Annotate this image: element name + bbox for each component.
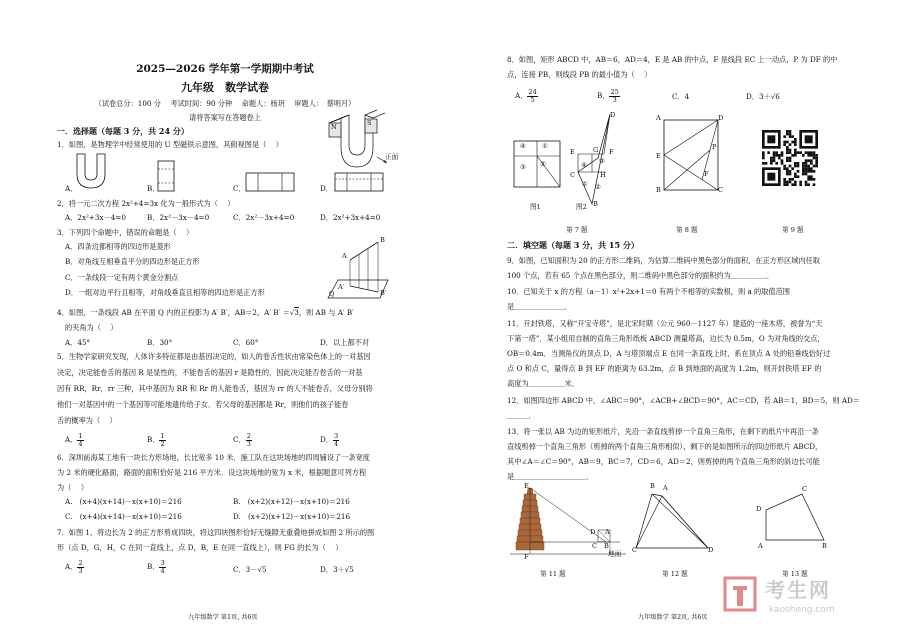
- q8-option-a[interactable]: [515, 89, 538, 103]
- fig11-label: A: [605, 528, 610, 536]
- denominator: 3: [246, 439, 251, 448]
- q2-option-a[interactable]: A．2x²+3x－4=0: [65, 213, 126, 222]
- fig2-label: E: [570, 148, 575, 156]
- fig13-label: B: [822, 542, 827, 550]
- fraction: [527, 89, 537, 103]
- q13-text: [507, 427, 892, 487]
- fig8-label: D: [718, 114, 724, 122]
- q13-line: 直线剪掉一个直角三角形（剪掉的两个直角三角形相似），剩下的是如图所示的四边形纸片 ABCD，: [507, 442, 823, 451]
- q9-line: 9．如图，已知面积为 20 的正方形二维码，为估算二维码中黑色部分的面积，在正方形区域内任取: [507, 256, 820, 265]
- watermark-logo: [723, 574, 863, 624]
- fig12-label: A: [663, 484, 668, 492]
- fig1-cell: ③: [520, 163, 526, 171]
- fig11-ground-label: 地面: [608, 550, 622, 558]
- denominator: 2: [160, 439, 165, 448]
- magnet-s-label: S: [367, 119, 372, 127]
- fig13-label: D: [756, 505, 762, 513]
- option-letter: A．: [65, 435, 78, 445]
- fig1-cell: ④: [520, 142, 526, 150]
- numerator: 2: [246, 432, 251, 440]
- q8-figure-caption: 第 8 题: [676, 226, 698, 234]
- numerator: 2: [78, 559, 83, 567]
- q11-line: 高度为＿＿＿＿＿米．: [507, 379, 579, 388]
- q7-figure2: [570, 112, 615, 212]
- fig1-caption: 图1: [530, 203, 541, 211]
- fig-label-a-prime: A′: [338, 283, 345, 291]
- fig-label-a: A: [342, 252, 347, 260]
- fig2-label: F: [609, 148, 614, 156]
- option-letter: A．: [515, 91, 528, 101]
- magnet-n-label: N: [331, 123, 337, 131]
- fig2-label: ④: [581, 161, 587, 169]
- q5-option-c[interactable]: [233, 433, 252, 447]
- q4-sqrt: √3: [289, 308, 299, 317]
- q8-option-b[interactable]: [597, 89, 620, 103]
- fig2-label: C: [570, 171, 576, 179]
- q8-option-c[interactable]: C．4: [672, 92, 690, 101]
- q1-option-c[interactable]: C．: [233, 184, 246, 193]
- fraction: [77, 433, 83, 447]
- q8-figure: [662, 118, 722, 193]
- fig12-label: B: [650, 482, 655, 490]
- watermark-url: kaosheng.com: [769, 605, 835, 615]
- fig11-label: E: [524, 482, 529, 490]
- q2-option-c[interactable]: C．2x²－3x+4=0: [233, 213, 295, 222]
- q5-line: 因有 RR，Rr，rr 三种，其中基因为 RR 和 Rr 的人能卷舌，基因为 rr 的人不能卷舌，父母分别将: [57, 384, 373, 393]
- q3-option-a[interactable]: A．四条边都相等的四边形是菱形: [65, 242, 171, 251]
- numerator: 1: [160, 432, 165, 440]
- fraction: [159, 560, 165, 574]
- q2-text: 2．将一元二次方程 2x²+4=3x 化为一般形式为（ ）: [57, 199, 235, 208]
- q5-option-b[interactable]: [147, 433, 166, 447]
- fig2-label: G: [593, 146, 599, 154]
- q7-line: 形（点 D，G，H，C 在同一直线上，点 D，B，E 在同一直线上），则 FG 的长为（ ）: [57, 543, 343, 552]
- q6-line: 为 2 米的硬化路面，路面的面积恰好是 216 平方米．设这块场地的宽为 x 米，根据题意可列方程: [57, 468, 367, 477]
- denominator: 4: [333, 439, 339, 448]
- fraction: [159, 433, 165, 447]
- q11-figure-caption: 第 11 题: [540, 570, 566, 578]
- q7-line: 7．如图 1，将边长为 2 的正方形剪成四块，将这四块图形恰好无缝隙无重叠地拼成如图 2 所示的图: [57, 528, 375, 537]
- q1-text: 1．如图，是物理学中经常使用的 U 型磁铁示意图，其俯视图是（ ）: [57, 140, 283, 149]
- q12-text: [507, 396, 892, 426]
- q2-option-d[interactable]: D．2x²+3x+4=0: [320, 213, 381, 222]
- q10-text: [507, 287, 892, 317]
- fig1-cell: ②: [540, 160, 546, 168]
- q1-option-b-figure: [157, 160, 177, 194]
- q3-option-c[interactable]: C．一条线段一定有两个黄金分割点: [65, 273, 179, 282]
- q8-line: 8．如图，矩形 ABCD 中，AB＝6，AD＝4，E 是 AB 的中点，F 是线段 EC 上一动点，P 为 DF 的中: [507, 55, 838, 64]
- q9-text: [507, 256, 892, 286]
- q13-line: 是＿＿＿＿＿＿＿＿＿＿．: [507, 472, 594, 481]
- q9-figure-caption: 第 9 题: [782, 226, 804, 234]
- q8-option-d[interactable]: D．3＋√6: [746, 92, 780, 101]
- fig8-label: P: [712, 143, 717, 151]
- fig12-label: D: [708, 546, 714, 554]
- q10-line: 是＿＿＿＿＿＿＿．: [507, 302, 572, 311]
- left-footer: 九年级数学 第1页, 共6页: [188, 614, 258, 621]
- q6-line: 为（ ）: [57, 483, 89, 492]
- kaosheng-logo-icon: [723, 574, 761, 614]
- q13-line: 其中∠A＝∠C＝90°，AB＝9，BC＝7，CD＝6，AD＝2，则剪掉的两个直角三角形的斜边长可能: [507, 457, 820, 466]
- right-page: [450, 0, 900, 636]
- fraction: [333, 433, 339, 447]
- fig8-label: B: [656, 186, 661, 194]
- fraction: [609, 89, 619, 103]
- fig2-label: ③: [599, 157, 605, 165]
- q6-option-c[interactable]: C. (x+4)(x+14)－x(x+10)＝216: [65, 512, 182, 521]
- q7-option-d[interactable]: D．3＋√5: [320, 565, 354, 574]
- numerator: 1: [78, 432, 83, 440]
- q4-text: [57, 308, 354, 318]
- option-letter: B．: [147, 562, 160, 572]
- q4-line2: 的夹角为（ ）: [65, 323, 118, 332]
- q12-figure: [634, 490, 714, 555]
- q1-option-b[interactable]: B．: [147, 184, 160, 193]
- q5-line: 他们一对基因中的一个基因等可能地遗传给子女．若父母的基因都是 Rr，则他们的孩子能卷: [57, 400, 349, 409]
- q12-line: ＿＿＿．: [507, 411, 536, 420]
- q11-line: 点 O 和点 C，量得点 B 到 EF 的距离为 63.2m，点 B 到地面的高度为 1.2m，则开封铁塔 EF 的: [507, 364, 822, 373]
- q5-option-a[interactable]: [65, 433, 84, 447]
- numerator: 25: [610, 88, 619, 96]
- section1-heading: 一．选择题（每题 3 分，共 24 分）: [57, 126, 189, 136]
- fig8-label: C: [718, 186, 724, 194]
- q3-option-b[interactable]: B．对角线互相垂直平分的四边形是正方形: [65, 257, 200, 266]
- q7-option-a[interactable]: [65, 560, 84, 574]
- q7-figure-caption: 第 7 题: [566, 226, 588, 234]
- option-letter: B．: [147, 435, 160, 445]
- q13-figure: [762, 490, 832, 550]
- numerator: 3: [333, 432, 339, 440]
- q5-line: 舌的概率为（ ）: [57, 416, 117, 425]
- exam-subtitle: 九年级 数学试卷: [181, 81, 269, 94]
- q11-pagoda-figure: [510, 486, 630, 558]
- fig8-label: A: [656, 114, 661, 122]
- q5-line: 决定，决定能卷舌的基因 R 是显性的，不能卷舌的基因 r 是隐性的，因此决定能否卷舌的一对基: [57, 368, 363, 377]
- denominator: 4: [160, 566, 165, 575]
- right-footer: 九年级数学 第2页, 共6页: [638, 614, 708, 621]
- q5-option-d[interactable]: [320, 433, 339, 447]
- q1-option-a-figure: [75, 152, 107, 190]
- q11-line: 11．开封铁塔，又称“开宝寺塔”，是北宋时期（公元 960－1127 年）建造的一座木塔，被誉为“天: [507, 319, 823, 328]
- numerator: 3: [160, 559, 165, 567]
- fig2-caption: 图2: [576, 203, 587, 211]
- q13-figure-caption: 第 13 题: [782, 570, 808, 578]
- fraction: [246, 433, 252, 447]
- q9-line: 100 个点，若有 65 个点在黑色部分，则二维码中黑色部分的面积约为＿＿＿＿＿．: [507, 271, 774, 280]
- q1-option-a[interactable]: A．: [65, 184, 78, 193]
- denominator: 3: [612, 95, 617, 104]
- q1-option-d-figure: [334, 172, 386, 194]
- denominator: 3: [78, 566, 83, 575]
- q6-line: 6．深圳前海某工地有一块长方形场地，长比宽多 10 米．施工队在这块场地的四周铺设了一条宽度: [57, 453, 370, 462]
- q4-after: ，则 AB 与 A′ B′: [298, 308, 354, 317]
- q4-option-d[interactable]: D．以上都不对: [320, 338, 369, 347]
- q8-line: 点，连接 PB，则线段 PB 的最小值为（ ）: [507, 70, 652, 79]
- q2-option-b[interactable]: B．2x²－3x－4=0: [147, 213, 210, 222]
- q4-option-b[interactable]: B．30°: [147, 338, 173, 347]
- fig2-label: D: [610, 111, 616, 119]
- q11-line: 下第一塔”．某小组用自制的直角三角形纸板 ABCD 测量塔高，边长为 0.5m，O 为对角线的交点，: [507, 334, 825, 343]
- denominator: 5: [530, 95, 535, 104]
- fraction: [77, 560, 83, 574]
- q4-line1: 4．如图，一条线段 AB 在平面 Q 内的正投影为 A′ B′，AB＝2，A′ B′ ＝: [57, 308, 290, 317]
- option-letter: D．: [320, 435, 333, 445]
- fig12-label: C: [632, 546, 638, 554]
- q7-text: [57, 528, 397, 558]
- q7-option-c[interactable]: C．3－√5: [233, 565, 267, 574]
- q10-line: 10．已知关于 x 的方程（a－1）x²+2x+1＝0 有两个不相等的实数根，则 a 的取值范围: [507, 287, 790, 296]
- fig8-label: E: [656, 152, 661, 160]
- q13-line: 13．将一张以 AB 为边的矩形纸片，先沿一条直线剪掉一个直角三角形，在剩下的纸片中再沿一条: [507, 427, 819, 436]
- q3-option-d[interactable]: D．一组对边平行且相等，对角线垂直且相等的四边形是正方形: [65, 288, 265, 297]
- q6-option-b[interactable]: B. (x+2)(x+12)－x(x+10)＝216: [233, 497, 350, 506]
- q6-option-d[interactable]: D. (x+2)(x+12)－x(x+10)＝216: [233, 512, 351, 521]
- fig11-label: D: [590, 528, 596, 536]
- fig-label-b: B: [380, 236, 385, 244]
- fig1-cell: ①: [542, 142, 548, 150]
- q8-text: [507, 55, 887, 85]
- qr-code-image: [762, 130, 818, 186]
- numerator: 24: [528, 88, 537, 96]
- q3-text: 3．下列四个命题中，错误的命题是（ ）: [57, 228, 194, 237]
- fig-label-b-prime: B′: [380, 289, 387, 297]
- option-letter: B．: [597, 91, 610, 101]
- fig8-label: F: [704, 170, 709, 178]
- fig11-label: F: [524, 553, 529, 561]
- fig2-label: H: [600, 171, 606, 179]
- q1-option-d[interactable]: D．: [320, 184, 333, 193]
- fig-label-q: Q: [329, 290, 335, 298]
- q7-option-b[interactable]: [147, 560, 166, 574]
- fig11-label: C: [592, 542, 598, 550]
- fig13-label: A: [758, 542, 763, 550]
- section2-heading: 二．填空题（每题 3 分，共 15 分）: [507, 240, 639, 250]
- fig13-label: C: [802, 485, 808, 493]
- q4-option-a[interactable]: A．45°: [65, 338, 91, 347]
- q5-text: [57, 352, 397, 432]
- q1-option-c-figure: [245, 172, 297, 194]
- q5-line: 5．生物学家研究发现，人体许多特征都是由基因决定的，如人的卷舌性状由常染色体上的一对基因: [57, 352, 371, 361]
- fig2-label: ②: [595, 183, 601, 191]
- q11-line: OB＝0.4m．当测角仪的顶点 D，A 与塔顶端点 E 在同一条直线上时，系在顶点 A 处的铅垂线恰好过: [507, 349, 831, 358]
- q11-text: [507, 319, 892, 394]
- denominator: 4: [78, 439, 83, 448]
- q4-sqrt-value: 3: [294, 308, 299, 317]
- q4-option-c[interactable]: C．60°: [233, 338, 259, 347]
- front-label: 正面: [385, 153, 399, 161]
- option-letter: A．: [65, 562, 78, 572]
- fig2-label: B: [593, 200, 598, 208]
- q6-text: [57, 453, 397, 498]
- fig11-label: B: [604, 542, 609, 550]
- q6-option-a[interactable]: A. (x+4)(x+14)－x(x+10)＝216: [65, 497, 182, 506]
- exam-info: （试卷总分：100 分 考试时间：90 分钟 命题人：杨玥 审题人： 蔡明月）: [94, 99, 356, 108]
- q12-line: 12．如图四边形 ABCD 中，∠ABC＝90°，∠ACB+∠BCD＝90°，AC＝CD，若 AB＝1，BD＝5，则 AD＝: [507, 396, 860, 405]
- fig2-label: ①: [582, 180, 588, 188]
- watermark-text: 考生网: [765, 578, 831, 602]
- q12-figure-caption: 第 12 题: [662, 570, 688, 578]
- exam-title: 2025—2026 学年第一学期期中考试: [136, 63, 314, 75]
- notice: 请将答案写在答题卷上: [189, 113, 261, 122]
- option-letter: C．: [233, 435, 246, 445]
